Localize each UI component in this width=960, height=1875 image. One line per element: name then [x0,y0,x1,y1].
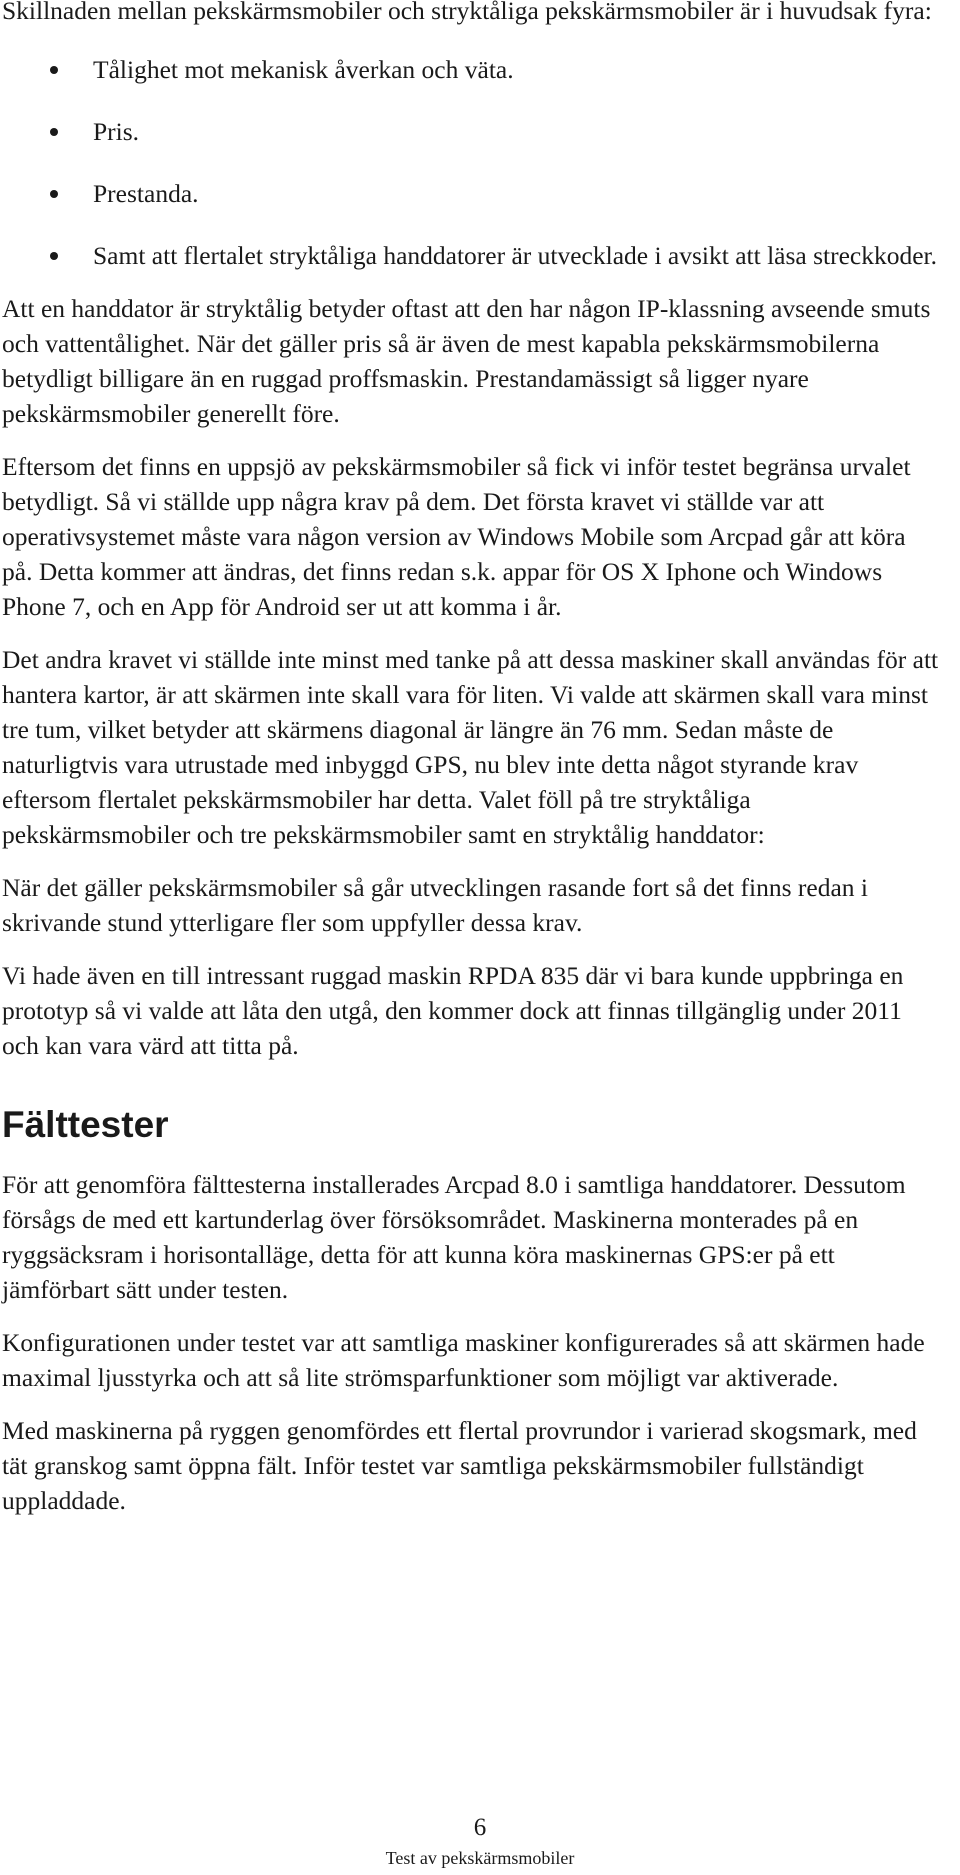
intro-paragraph: Skillnaden mellan pekskärmsmobiler och stryktåliga pekskärmsmobiler är i huvudsak fyra: [2,0,932,25]
list-item [2,114,942,149]
list-item [2,52,942,87]
paragraph-screen-requirement: Det andra kravet vi ställde inte minst med tanke på att dessa maskiner skall användas för att hantera kartor, är att skärmen inte skall vara för liten. Vi valde att skärmen skall vara minst tre tum, vilket betyder att skärmens diagonal är längre än 76 mm. Sedan måste de naturligtvis vara utrustade med inbyggd GPS, nu blev inte detta något styrande krav eftersom flertalet pekskärmsmobiler har detta. Valet föll på tre stryktåliga pekskärmsmobiler och tre pekskärmsmobiler samt en stryktålig handdator: [2,645,939,849]
list-item-text: Pris. [93,117,140,146]
list-item [2,238,942,273]
bullet-icon [50,128,58,136]
page-number: 6 [473,1814,487,1841]
bullet-icon [50,190,58,198]
difference-list [2,52,942,273]
section-heading: Fälttester [2,1104,169,1145]
list-item-text: Prestanda. [93,179,199,208]
paragraph-test-rounds: Med maskinerna på ryggen genomfördes ett flertal provrundor i varierad skogsmark, med tät granskog samt öppna fält. Inför testet var samtliga pekskärmsmobiler fullständigt uppladdade. [2,1416,917,1515]
paragraph-configuration: Konfigurationen under testet var att samtliga maskiner konfigurerades så att skärmen hade maximal ljusstyrka och att så lite strömsparfunktioner som möjligt var aktiverade. [2,1328,925,1392]
document-body [2,0,942,1518]
paragraph-selection: Eftersom det finns en uppsjö av pekskärmsmobiler så fick vi inför testet begränsa urvalet betydligt. Så vi ställde upp några krav på dem. Det första kravet vi ställde var att operativsystemet måste vara någon version av Windows Mobile som Arcpad går att köra på. Detta kommer att ändras, det finns redan s.k. appar för OS X Iphone och Windows Phone 7, och en App för Android ser ut att komma i år. [2,452,911,621]
paragraph-rpda: Vi hade även en till intressant ruggad maskin RPDA 835 där vi bara kunde uppbringa en prototyp så vi valde att låta den utgå, den kommer dock att finnas tillgänglig under 2011 och kan vara värd att titta på. [2,961,904,1060]
paragraph-setup: För att genomföra fälttesterna installerades Arcpad 8.0 i samtliga handdatorer. Dessutom försågs de med ett kartunderlag över försöksområdet. Maskinerna monterades på en ryggsäcksram i horisontalläge, detta för att kunna köra maskinernas GPS:er på ett jämförbart sätt under testen. [2,1170,906,1304]
list-item [2,176,942,211]
list-item-text: Samt att flertalet stryktåliga handdatorer är utvecklade i avsikt att läsa streckkoder. [93,241,938,270]
paragraph-ip-rating: Att en handdator är stryktålig betyder oftast att den har någon IP-klassning avseende smuts och vattentålighet. När det gäller pris så är även de mest kapabla pekskärmsmobilerna betydligt billigare än en ruggad proffsmaskin. Prestandamässigt så ligger nyare pekskärmsmobiler generellt före. [2,294,931,428]
running-footer-title: Test av pekskärmsmobiler [385,1848,575,1868]
bullet-icon [50,66,58,74]
bullet-icon [50,252,58,260]
paragraph-development: När det gäller pekskärmsmobiler så går utvecklingen rasande fort så det finns redan i skrivande stund ytterligare fler som uppfyller dessa krav. [2,873,868,937]
list-item-text: Tålighet mot mekanisk åverkan och väta. [93,55,514,84]
